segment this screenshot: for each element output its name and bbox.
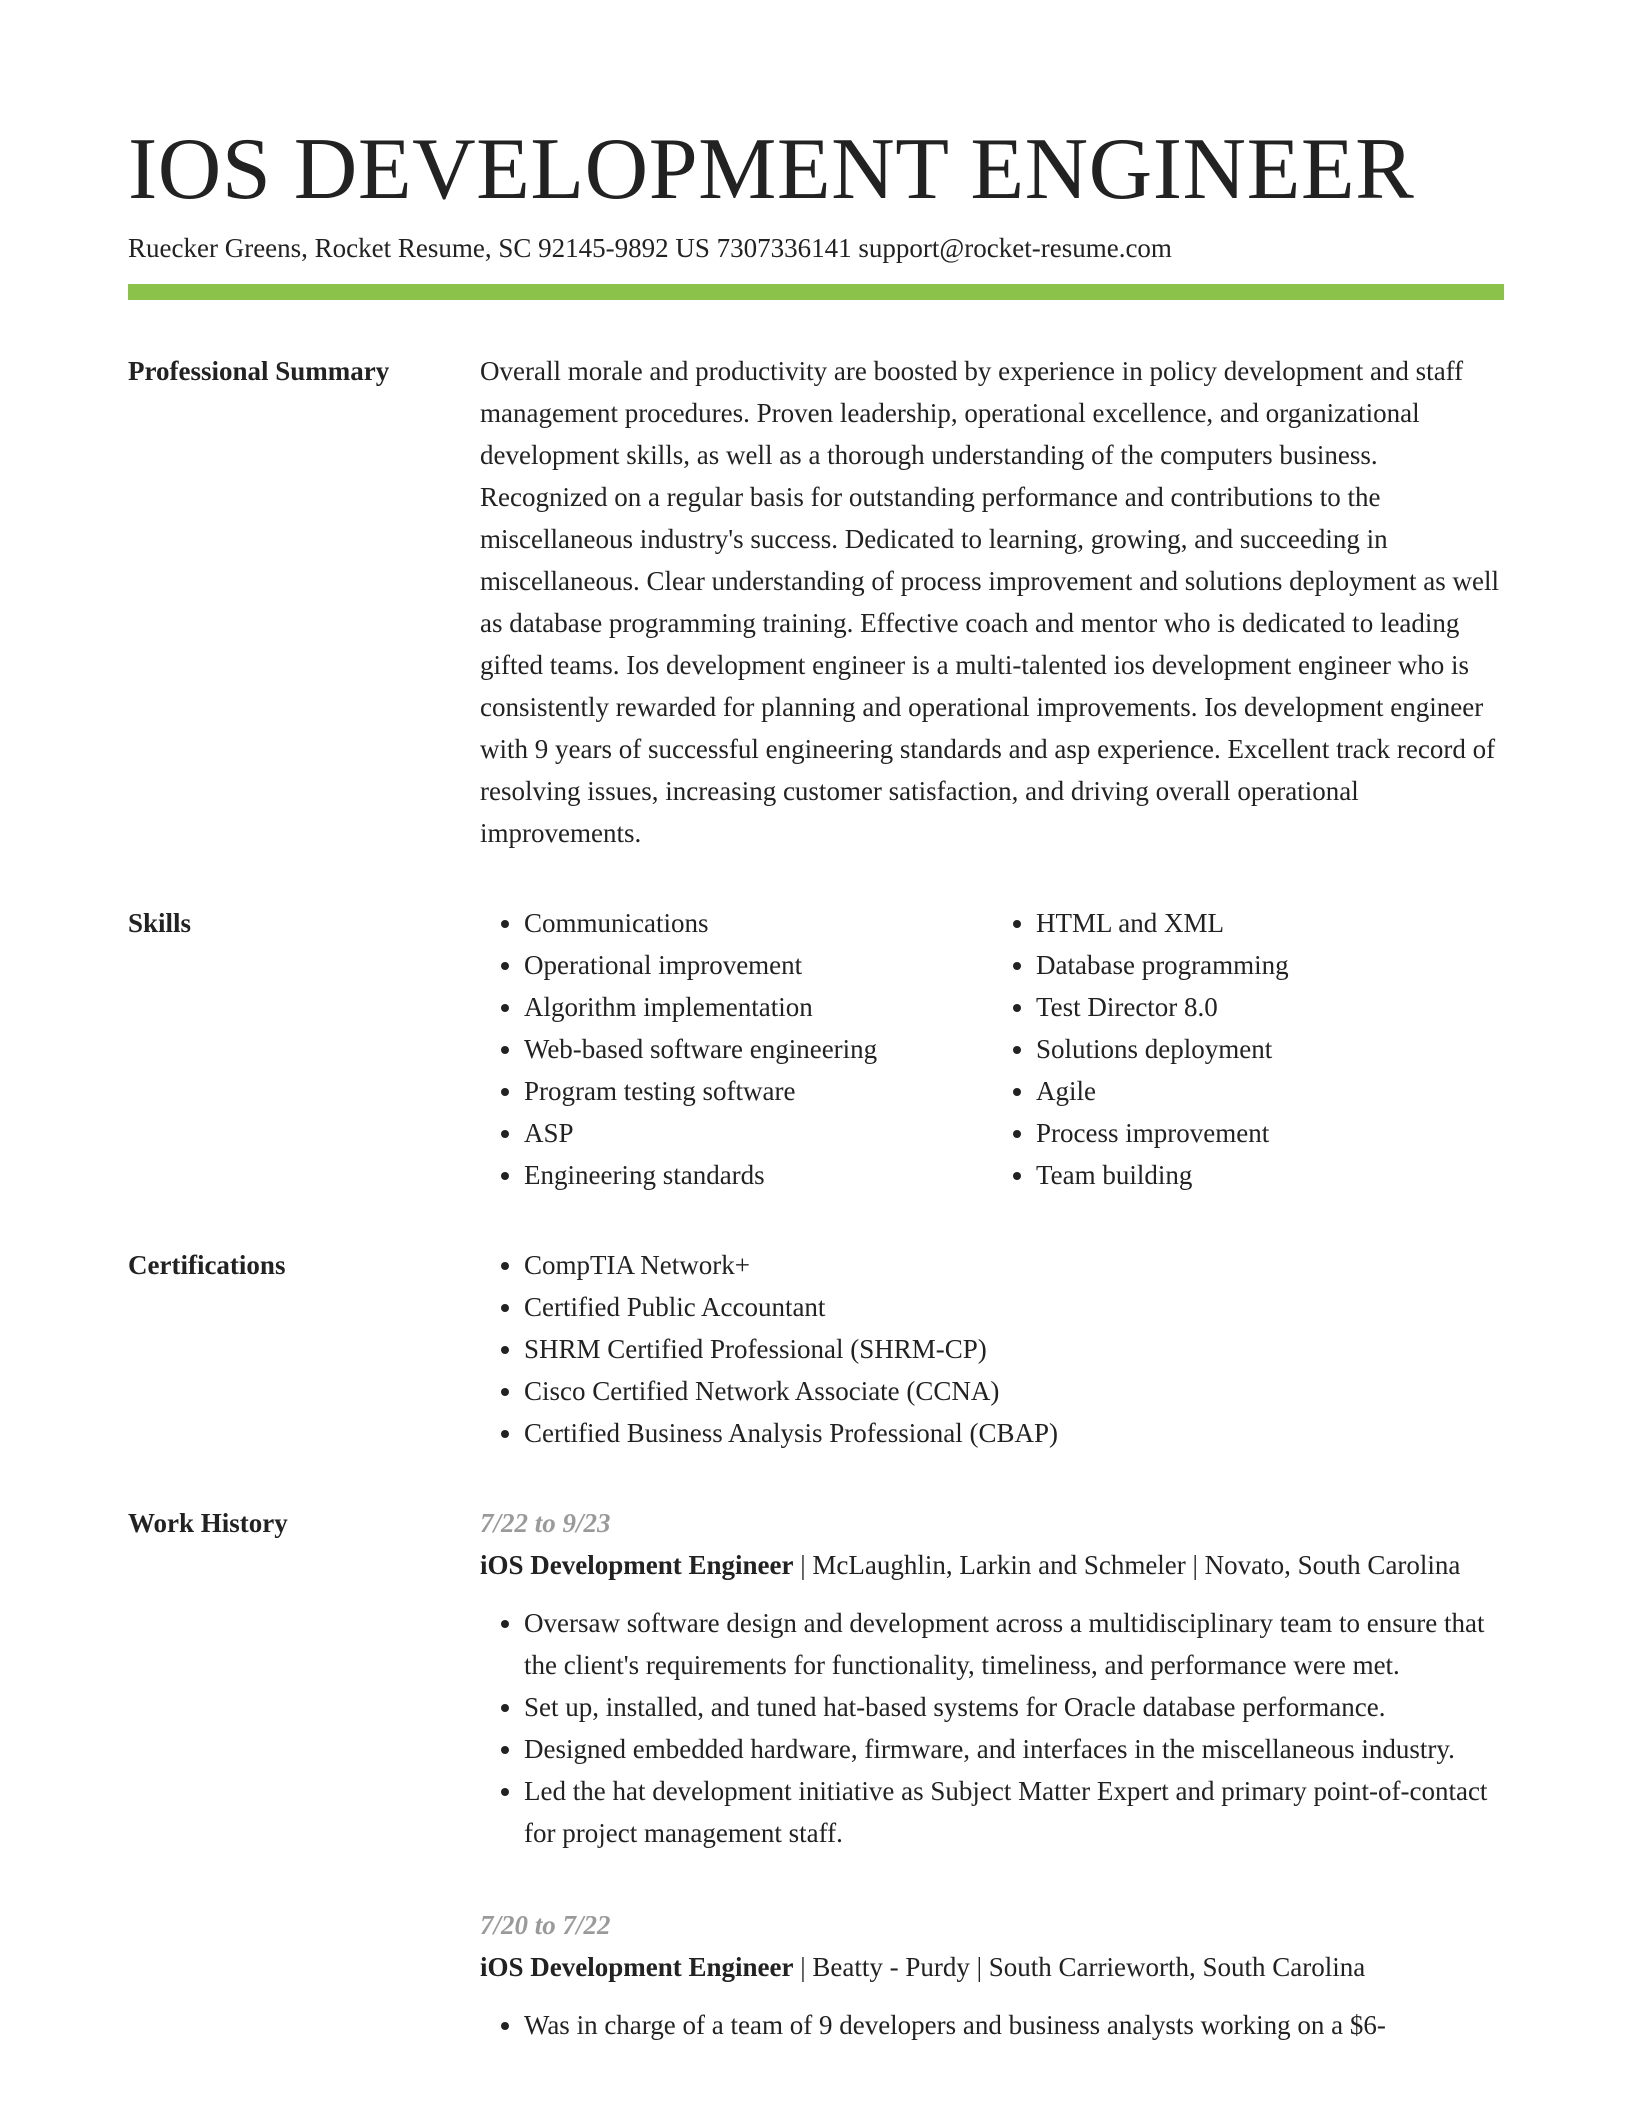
skills-list-left xyxy=(480,902,992,1196)
job-details: | Beatty - Purdy | South Carrieworth, South Carolina xyxy=(793,1952,1366,1982)
work-history-body xyxy=(480,1502,1504,2096)
job-title: iOS Development Engineer xyxy=(480,1952,794,1982)
job-dates: 7/22 to 9/23 xyxy=(480,1508,611,1538)
skills-grid xyxy=(480,902,1504,1196)
summary-body xyxy=(480,350,1504,854)
summary-text: Overall morale and productivity are boosted by experience in policy development and staff management procedures. Proven leadership, operational excellence, and organizational development skills, as well as a thorough understanding of the computers business. Recognized on a regular basis for outstanding performance and contributions to the miscellaneous industry's success. Dedicated to learning, growing, and succeeding in miscellaneous. Clear understanding of process improvement and solutions deployment as well as database programming training. Effective coach and mentor who is dedicated to leading gifted teams. Ios development engineer is a multi-talented ios development engineer who is consistently rewarded for planning and operational improvements. Ios development engineer with 9 years of successful engineering standards and asp experience. Excellent track record of resolving issues, increasing customer satisfaction, and driving overall operational improvements. xyxy=(480,356,1500,848)
summary-section xyxy=(128,350,1504,854)
skill-item: • Test Director 8.0 xyxy=(1036,986,1504,1028)
job-bullets xyxy=(480,2004,1504,2046)
certifications-body xyxy=(480,1244,1504,1454)
job-bullet: • Set up, installed, and tuned hat-based systems for Oracle database performance. xyxy=(524,1686,1504,1728)
skills-list-right xyxy=(992,902,1504,1196)
certifications-label: Certifications xyxy=(128,1250,286,1280)
certification-item: • CompTIA Network+ xyxy=(524,1244,1504,1286)
job-bullet: • Led the hat development initiative as Subject Matter Expert and primary point-of-contact for project management staff. xyxy=(524,1770,1504,1854)
work-history-label: Work History xyxy=(128,1508,288,1538)
certification-item: • Certified Public Accountant xyxy=(524,1286,1504,1328)
job-heading xyxy=(480,1946,1504,1988)
certification-item: • Certified Business Analysis Professional (CBAP) xyxy=(524,1412,1504,1454)
accent-divider xyxy=(128,284,1504,300)
skill-item: • HTML and XML xyxy=(1036,902,1504,944)
job-title: iOS Development Engineer xyxy=(480,1550,794,1580)
work-history-section xyxy=(128,1502,1504,2096)
job-bullets xyxy=(480,1602,1504,1854)
certifications-list xyxy=(480,1244,1504,1454)
skill-item: • Program testing software xyxy=(524,1070,992,1112)
skill-item: • Operational improvement xyxy=(524,944,992,986)
resume-page xyxy=(128,120,1504,2096)
skill-item: • Process improvement xyxy=(1036,1112,1504,1154)
job-entry xyxy=(480,1904,1504,2046)
skills-body xyxy=(480,902,1504,1196)
certifications-section xyxy=(128,1244,1504,1454)
skill-item: • Web-based software engineering xyxy=(524,1028,992,1070)
certification-item: • Cisco Certified Network Associate (CCNA) xyxy=(524,1370,1504,1412)
skill-item: • ASP xyxy=(524,1112,992,1154)
job-bullet: • Designed embedded hardware, firmware, and interfaces in the miscellaneous industry. xyxy=(524,1728,1504,1770)
skill-item: • Team building xyxy=(1036,1154,1504,1196)
job-bullet: • Was in charge of a team of 9 developers and business analysts working on a $6- xyxy=(524,2004,1504,2046)
skills-section xyxy=(128,902,1504,1196)
skills-label: Skills xyxy=(128,908,192,938)
skill-item: • Algorithm implementation xyxy=(524,986,992,1028)
skill-item: • Engineering standards xyxy=(524,1154,992,1196)
job-entry xyxy=(480,1502,1504,1854)
job-bullet: • Oversaw software design and development across a multidisciplinary team to ensure that the client's requirements for functionality, timeliness, and performance were met. xyxy=(524,1602,1504,1686)
skill-item: • Solutions deployment xyxy=(1036,1028,1504,1070)
contact-line: Ruecker Greens, Rocket Resume, SC 92145-9892 US 7307336141 support@rocket-resume.com xyxy=(128,233,1172,263)
skill-item: • Communications xyxy=(524,902,992,944)
skill-item: • Agile xyxy=(1036,1070,1504,1112)
job-details: | McLaughlin, Larkin and Schmeler | Novato, South Carolina xyxy=(793,1550,1461,1580)
summary-label: Professional Summary xyxy=(128,356,390,386)
job-dates: 7/20 to 7/22 xyxy=(480,1910,611,1940)
job-heading xyxy=(480,1544,1504,1586)
skill-item: • Database programming xyxy=(1036,944,1504,986)
resume-title: IOS DEVELOPMENT ENGINEER xyxy=(128,121,1415,218)
certification-item: • SHRM Certified Professional (SHRM-CP) xyxy=(524,1328,1504,1370)
